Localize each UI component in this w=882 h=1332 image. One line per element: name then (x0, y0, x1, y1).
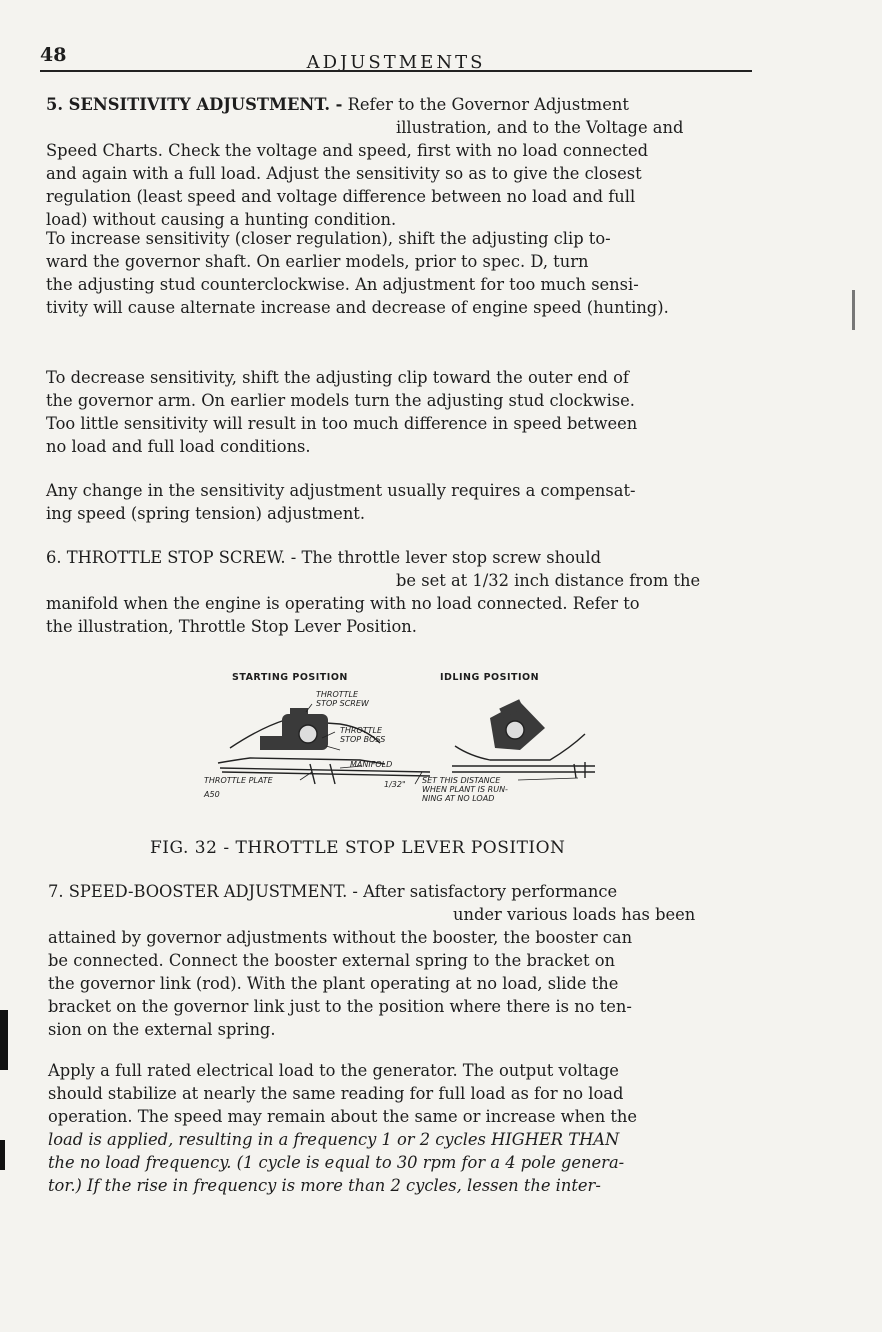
label-idling-position: IDLING POSITION (440, 672, 540, 683)
paragraph-throttle-stop: 6. THROTTLE STOP SCREW. - The throttle lever stop screw should be set at 1/32 inch distance from the manifold when the engine is operating with no load connected. Refer to the illustration, Throttle Stop Lever Position. (46, 548, 701, 636)
paragraph-decrease-sensitivity: To decrease sensitivity, shift the adjusting clip toward the outer end of the governor arm. On earlier models turn the adjusting stud clockwise. Too little sensitivity will result in too much difference in speed between no load and full load conditions. (46, 368, 638, 456)
paragraph-sensitivity: 5. SENSITIVITY ADJUSTMENT. - Refer to the Governor Adjustment illustration, and to the Voltage and Speed Charts. Check the voltage and speed, first with no load connected and again with a full load. Adjust the sensitivity so as to give the closest regulation (least speed and voltage difference between no load and full load) without causing a hunting condition. (46, 95, 684, 229)
callout-stop-boss: THROTTLE STOP BOSS (340, 726, 386, 744)
figure-id-code: A50 (204, 790, 220, 799)
label-starting-position: STARTING POSITION (232, 672, 348, 683)
callout-set-distance: SET THIS DISTANCE WHEN PLANT IS RUN- NING AT NO LOAD (422, 776, 508, 803)
section-heading-throttle: 6. THROTTLE STOP SCREW. - (46, 548, 297, 567)
paragraph-full-load: Apply a full rated electrical load to the generator. The output voltage should stabilize at nearly the same reading for full load as for no load operation. The speed may remain about the same or increase when the load is applied, resulting in a frequency 1 or 2 cycles HIGHER THAN the no load frequency. (1 cycle is equal to 30 rpm for a 4 pole genera- tor.) If the rise in frequency is more than 2 cycles, lessen the inter- (48, 1061, 638, 1195)
throttle-stop-figure (190, 668, 610, 808)
paragraph-compensate: Any change in the sensitivity adjustment usually requires a compensat- ing speed (spring tension) adjustment. (46, 481, 636, 523)
page-number: 48 (40, 44, 67, 66)
callout-throttle-plate: THROTTLE PLATE (204, 776, 273, 785)
section-heading-booster: 7. SPEED-BOOSTER ADJUSTMENT. - (48, 882, 358, 901)
section-heading-sensitivity: 5. SENSITIVITY ADJUSTMENT. - (46, 95, 343, 114)
scan-edge-mark (852, 290, 855, 330)
scan-edge-mark (0, 1140, 5, 1170)
paragraph-increase-sensitivity: To increase sensitivity (closer regulation), shift the adjusting clip to- ward the governor shaft. On earlier models, prior to spec. D, turn the adjusting stud counterclockwise. An adjustment for too much sensi- tivity will cause alternate increase and decrease of engine speed (hunting). (46, 229, 669, 317)
callout-fraction-mark: 1/32" (384, 780, 406, 789)
paragraph-speed-booster: 7. SPEED-BOOSTER ADJUSTMENT. - After satisfactory performance under various loads has been attained by governor adjustments without the booster, the booster can be connected. Connect the booster external spring to the bracket on the governor link (rod). With the plant operating at no load, slide the bracket on the governor link just to the position where there is no ten- sion on the external spring. (48, 882, 696, 1039)
page-title: ADJUSTMENTS (306, 52, 486, 73)
scan-edge-mark (0, 1010, 8, 1070)
callout-stop-screw: THROTTLE STOP SCREW (316, 690, 369, 708)
callout-manifold: MANIFOLD (350, 760, 393, 769)
header-rule (40, 70, 752, 72)
figure-caption: FIG. 32 - THROTTLE STOP LEVER POSITION (150, 838, 566, 858)
